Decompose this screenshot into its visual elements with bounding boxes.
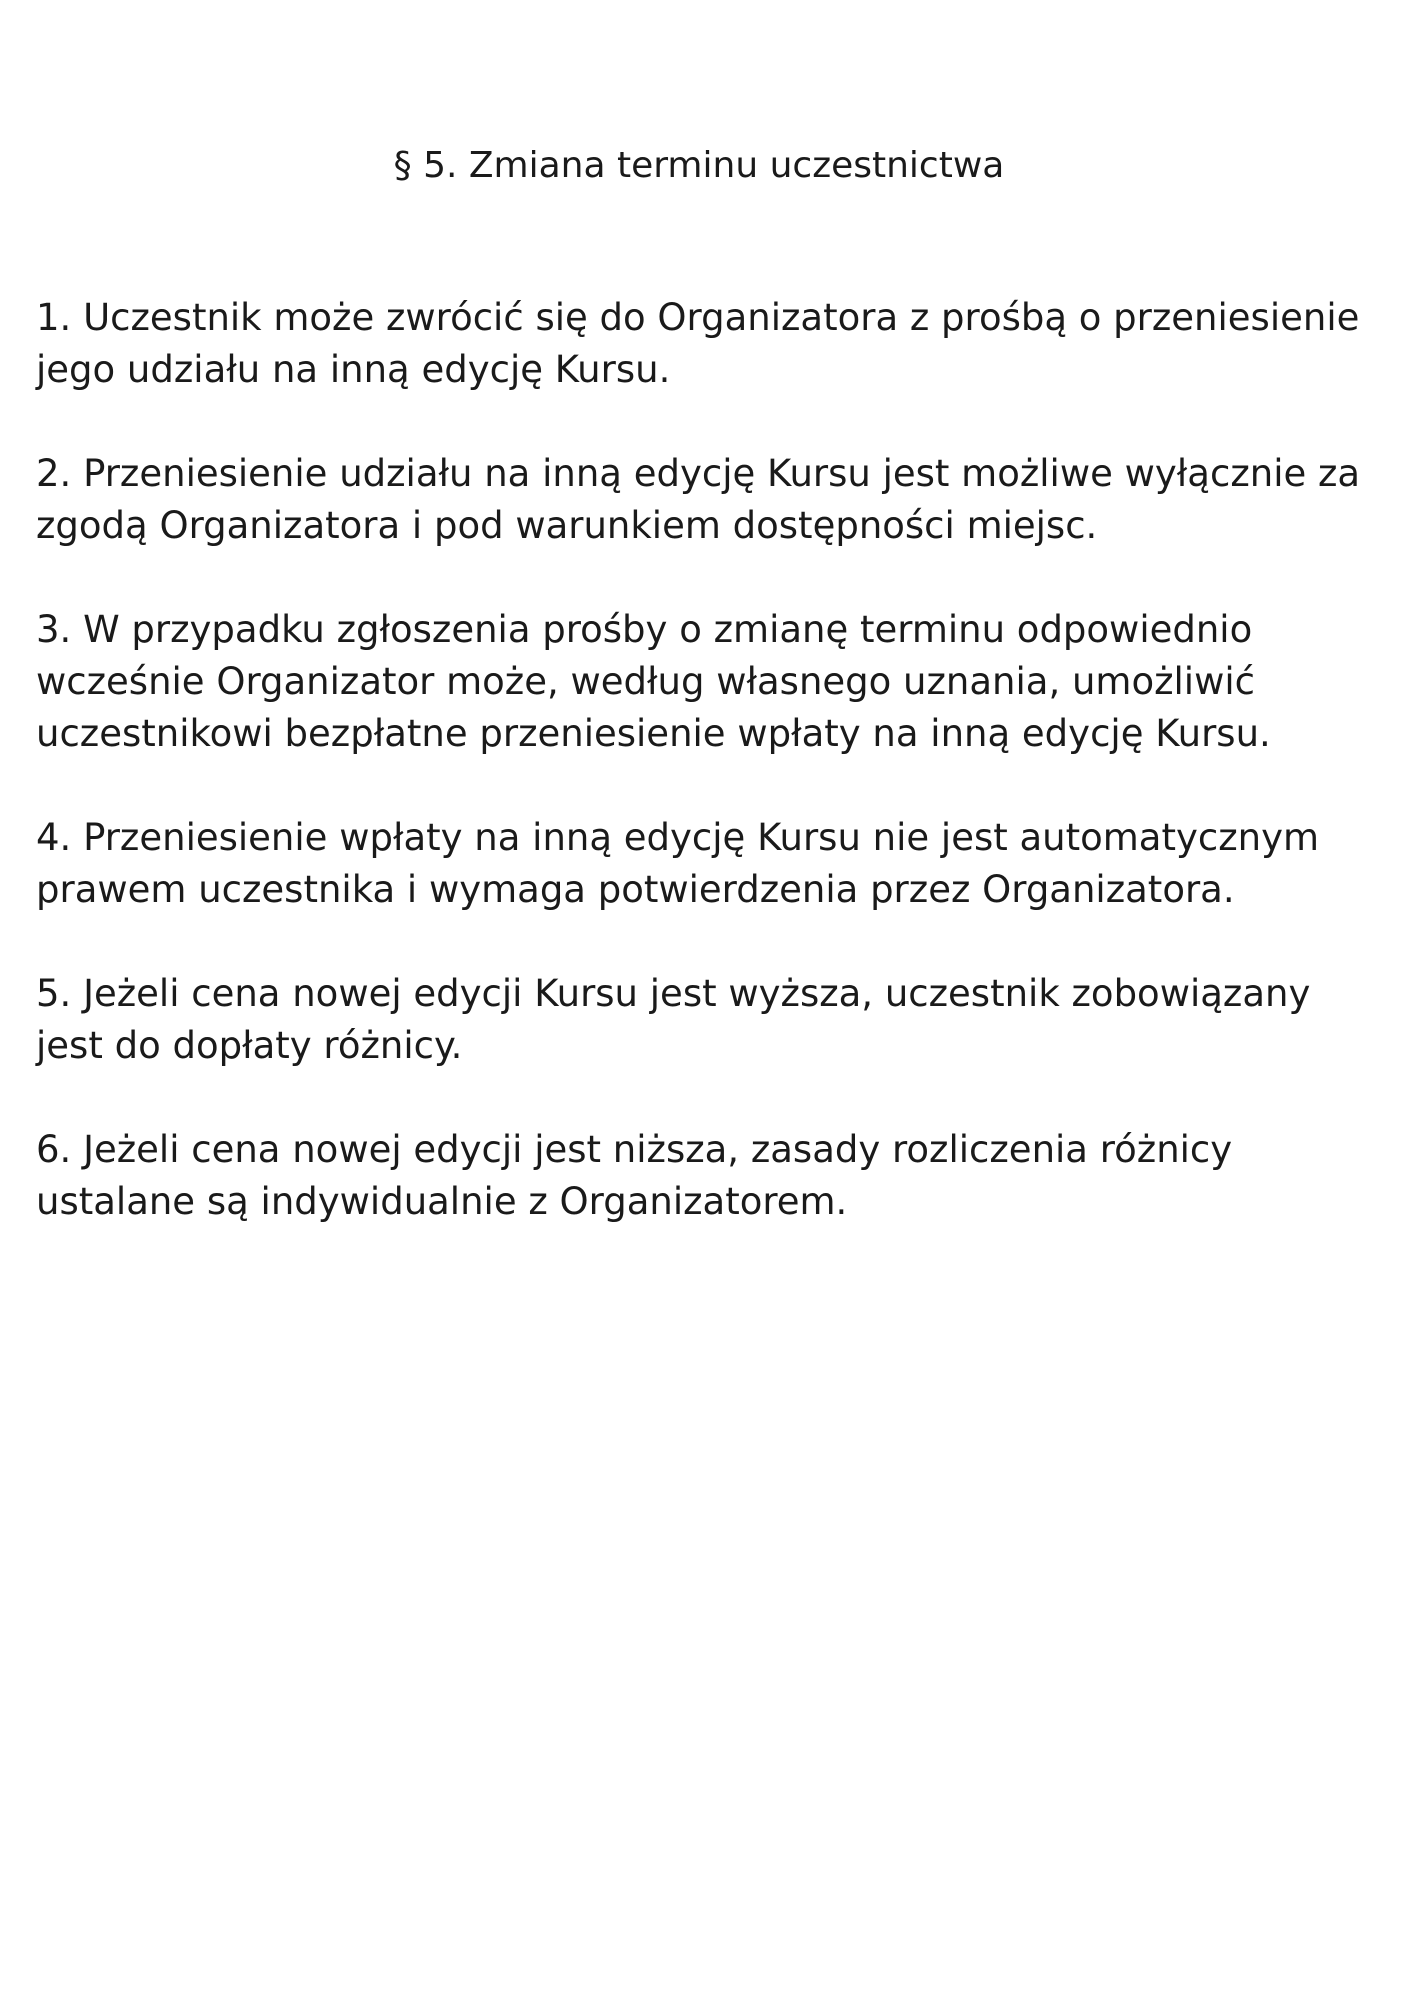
paragraph-item-6: 6. Jeżeli cena nowej edycji jest niższa, zasady rozliczenia różnicy ustalane są indywidualnie z Organizatorem. <box>36 1128 1233 1223</box>
paragraph-item-5: 5. Jeżeli cena nowej edycji Kursu jest wyższa, uczestnik zobowiązany jest do dopłaty różnicy. <box>36 972 1311 1067</box>
paragraph-list <box>36 292 1366 1280</box>
section-title-text: § 5. Zmiana terminu uczestnictwa <box>393 145 1005 186</box>
paragraph-item-4: 4. Przeniesienie wpłaty na inną edycję Kursu nie jest automatycznym prawem uczestnika i wymaga potwierdzenia przez Organizatora. <box>36 816 1320 911</box>
paragraph-item-3: 3. W przypadku zgłoszenia prośby o zmianę terminu odpowiednio wcześnie Organizator może, według własnego uznania, umożliwić uczestnikowi bezpłatne przeniesienie wpłaty na inną edycję Kursu. <box>36 608 1271 755</box>
section-title <box>0 142 1414 190</box>
paragraph-item-1: 1. Uczestnik może zwrócić się do Organizatora z prośbą o przeniesienie jego udziału na inną edycję Kursu. <box>36 296 1360 391</box>
paragraph-item-2: 2. Przeniesienie udziału na inną edycję Kursu jest możliwe wyłącznie za zgodą Organizatora i pod warunkiem dostępności miejsc. <box>36 452 1361 547</box>
